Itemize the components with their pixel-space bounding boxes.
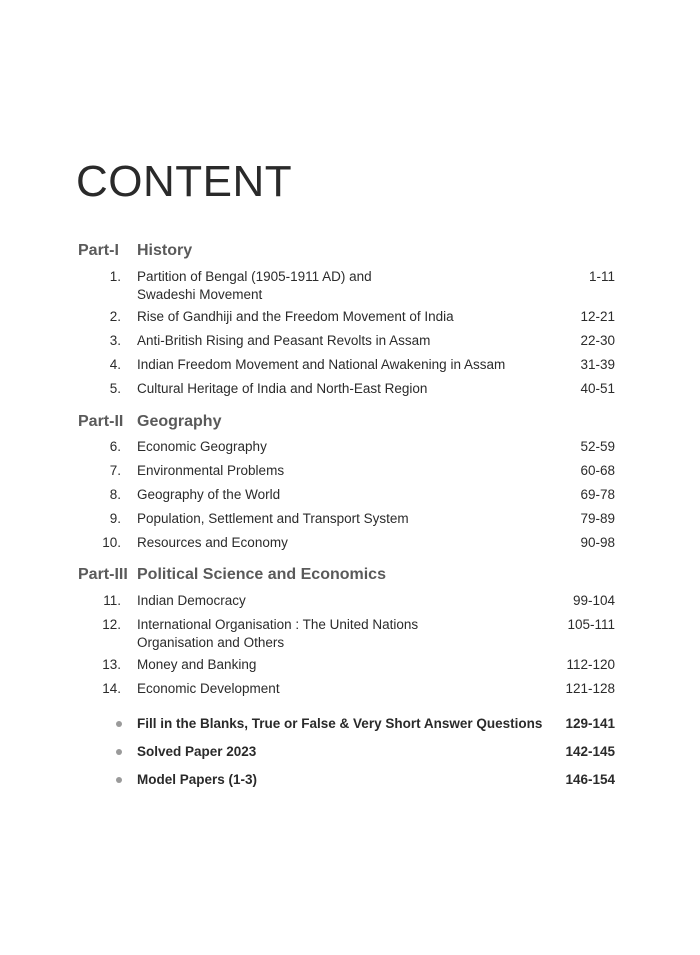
part-title: Geography <box>137 413 222 430</box>
entry-pages: 60-68 <box>580 463 615 478</box>
extra-title: Solved Paper 2023 <box>137 744 257 759</box>
extra-pages: 146-154 <box>565 772 615 787</box>
bullet-icon <box>116 721 122 727</box>
entry-title: Indian Freedom Movement and National Awakening in Assam <box>137 357 506 372</box>
entry-number: 7. <box>109 463 121 478</box>
bullet-icon <box>116 777 122 783</box>
entry-number: 8. <box>109 487 121 502</box>
entry-title: Partition of Bengal (1905-1911 AD) and Swadeshi Movement <box>137 269 372 302</box>
entry-title: Economic Development <box>137 681 280 696</box>
entry-number: 2. <box>109 309 121 324</box>
page-title: CONTENT <box>76 157 293 206</box>
entry-pages: 22-30 <box>580 333 615 348</box>
part-label: Part-III <box>78 566 128 583</box>
entry-number: 14. <box>102 681 121 696</box>
entry-number: 11. <box>103 593 121 608</box>
bullet-icon <box>116 749 122 755</box>
entry-title: Environmental Problems <box>137 463 285 478</box>
entry-number: 4. <box>109 357 121 372</box>
entry-title: Indian Democracy <box>137 593 246 608</box>
entry-number: 13. <box>102 657 121 672</box>
part-heading-history <box>78 242 615 264</box>
entry-title: Rise of Gandhiji and the Freedom Movement of India <box>137 309 454 324</box>
part-label: Part-II <box>78 413 124 430</box>
part-title: History <box>137 242 193 259</box>
entry-title: Resources and Economy <box>137 535 288 550</box>
part-title: Political Science and Economics <box>137 566 386 583</box>
entry-title: Population, Settlement and Transport System <box>137 511 409 526</box>
extra-title: Fill in the Blanks, True or False & Very Short Answer Questions <box>137 716 543 731</box>
extra-title: Model Papers (1-3) <box>137 772 258 787</box>
entry-pages: 112-120 <box>566 657 615 672</box>
entry-pages: 31-39 <box>580 357 615 372</box>
extra-pages: 129-141 <box>565 716 615 731</box>
entry-pages: 69-78 <box>580 487 615 502</box>
entry-title: International Organisation : The United Nations Organisation and Others <box>137 617 419 650</box>
entry-pages: 52-59 <box>580 439 615 454</box>
entry-pages: 1-11 <box>588 269 615 284</box>
part-heading-political-science <box>78 566 615 588</box>
entry-pages: 12-21 <box>580 309 615 324</box>
entry-number: 1. <box>109 269 121 284</box>
entry-title: Money and Banking <box>137 657 257 672</box>
entry-number: 10. <box>102 535 121 550</box>
entry-number: 12. <box>102 617 121 632</box>
entry-pages: 121-128 <box>565 681 615 696</box>
entry-number: 6. <box>109 439 121 454</box>
extra-pages: 142-145 <box>565 744 615 759</box>
entry-title: Economic Geography <box>137 439 267 454</box>
entry-number: 9. <box>109 511 121 526</box>
entry-number: 5. <box>109 381 121 396</box>
entry-pages: 79-89 <box>580 511 615 526</box>
entry-number: 3. <box>109 333 121 348</box>
entry-title: Cultural Heritage of India and North-East Region <box>137 381 428 396</box>
entry-title: Geography of the World <box>137 487 281 502</box>
part-label: Part-I <box>78 242 119 259</box>
entry-pages: 99-104 <box>572 593 615 608</box>
entry-pages: 40-51 <box>580 381 615 396</box>
part-heading-geography <box>78 413 615 435</box>
entry-pages: 90-98 <box>580 535 615 550</box>
entry-title: Anti-British Rising and Peasant Revolts in Assam <box>137 333 431 348</box>
entry-pages: 105-111 <box>567 617 615 632</box>
